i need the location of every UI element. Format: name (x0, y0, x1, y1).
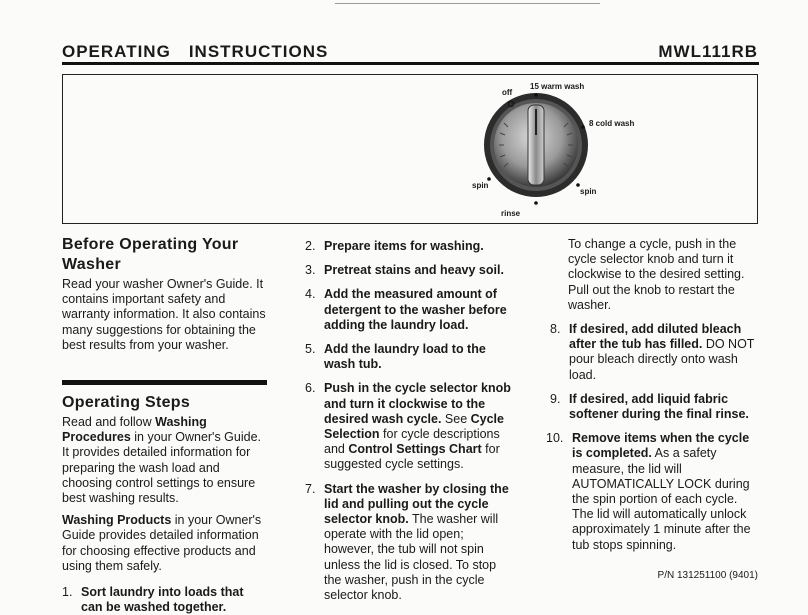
section-rule (62, 380, 267, 385)
title-word-operating: OPERATING (62, 42, 171, 61)
washing-products-text: Washing Products in your Owner's Guide provides detailed information for choosing effective products and using them safely. (62, 513, 262, 573)
step-8: 8. If desired, add diluted bleach after the tub has filled. DO NOT pour bleach directly onto wash load. (550, 322, 755, 382)
step-7-continued: To change a cycle, push in the cycle selector knob and turn it clockwise to the desired setting. Pull out the knob to restart the washer. (568, 237, 745, 312)
page-title (62, 42, 328, 62)
step-7: 7. Start the washer by closing the lid and pulling out the cycle selector knob. The washer will operate with the lid open; however, the tub will not spin unless the lid is closed. To stop the washer, push in the cycle selector knob. (305, 481, 509, 603)
step-10: 10. Remove items when the cycle is completed. As a safety measure, the lid will AUTOMATICALLY LOCK during the spin portion of each cycle. The lid will automatically unlock approximately 1 minute after the tub stops spinning. (546, 431, 751, 552)
dial-label-off: off (502, 88, 513, 97)
step-6: 6. Push in the cycle selector knob and turn it clockwise to the desired wash cycle. See Cycle Selection for cycle descriptions and Control Settings Chart for suggested cycle settings. (305, 381, 511, 472)
title-word-instructions: INSTRUCTIONS (188, 42, 329, 61)
model-number: MWL111RB (658, 42, 758, 61)
heading-before-operating: Before Operating Your Washer (62, 236, 239, 273)
heading-operating-steps: Operating Steps (62, 394, 191, 411)
warm-wash-marker (534, 93, 538, 97)
dial-label-rinse: rinse (501, 209, 521, 218)
step-5: 5. Add the laundry load to the wash tub. (305, 342, 486, 372)
steps-column-2 (305, 239, 513, 603)
step-4: 4. Add the measured amount of detergent to the washer before adding the laundry load. (305, 287, 507, 332)
dial-label-warm-wash: 15 warm wash (530, 82, 585, 91)
cold-wash-marker (581, 125, 585, 129)
before-operating-text: Read your washer Owner's Guide. It contains important safety and warranty information. It also contains many suggestions for obtaining the best results from your washer. (62, 277, 266, 352)
step-9: 9. If desired, add liquid fabric softener during the final rinse. (550, 391, 749, 422)
section-operating-steps (62, 380, 267, 615)
dial-label-spin-right: spin (580, 187, 597, 196)
control-panel-illustration (62, 74, 758, 224)
header-rule (62, 62, 759, 65)
rinse-marker (534, 201, 538, 205)
dial-label-cold-wash: 8 cold wash (589, 119, 635, 128)
step-3: 3. Pretreat stains and heavy soil. (305, 263, 504, 278)
dial-label-spin-left: spin (472, 181, 489, 190)
steps-intro-text: Read and follow Washing Procedures in your Owner's Guide. It provides detailed information for preparing the wash load and choosing control settings to ensure best washing results. (62, 415, 261, 506)
steps-column-3 (546, 237, 760, 553)
section-before-operating (62, 235, 267, 353)
scan-mark-line (335, 3, 600, 4)
step-1: 1. Sort laundry into loads that can be washed together. (62, 585, 244, 615)
step-2: 2. Prepare items for washing. (305, 239, 484, 253)
cycle-selector-dial-illustration (63, 75, 759, 225)
part-number: P/N 131251100 (9401) (657, 570, 758, 581)
